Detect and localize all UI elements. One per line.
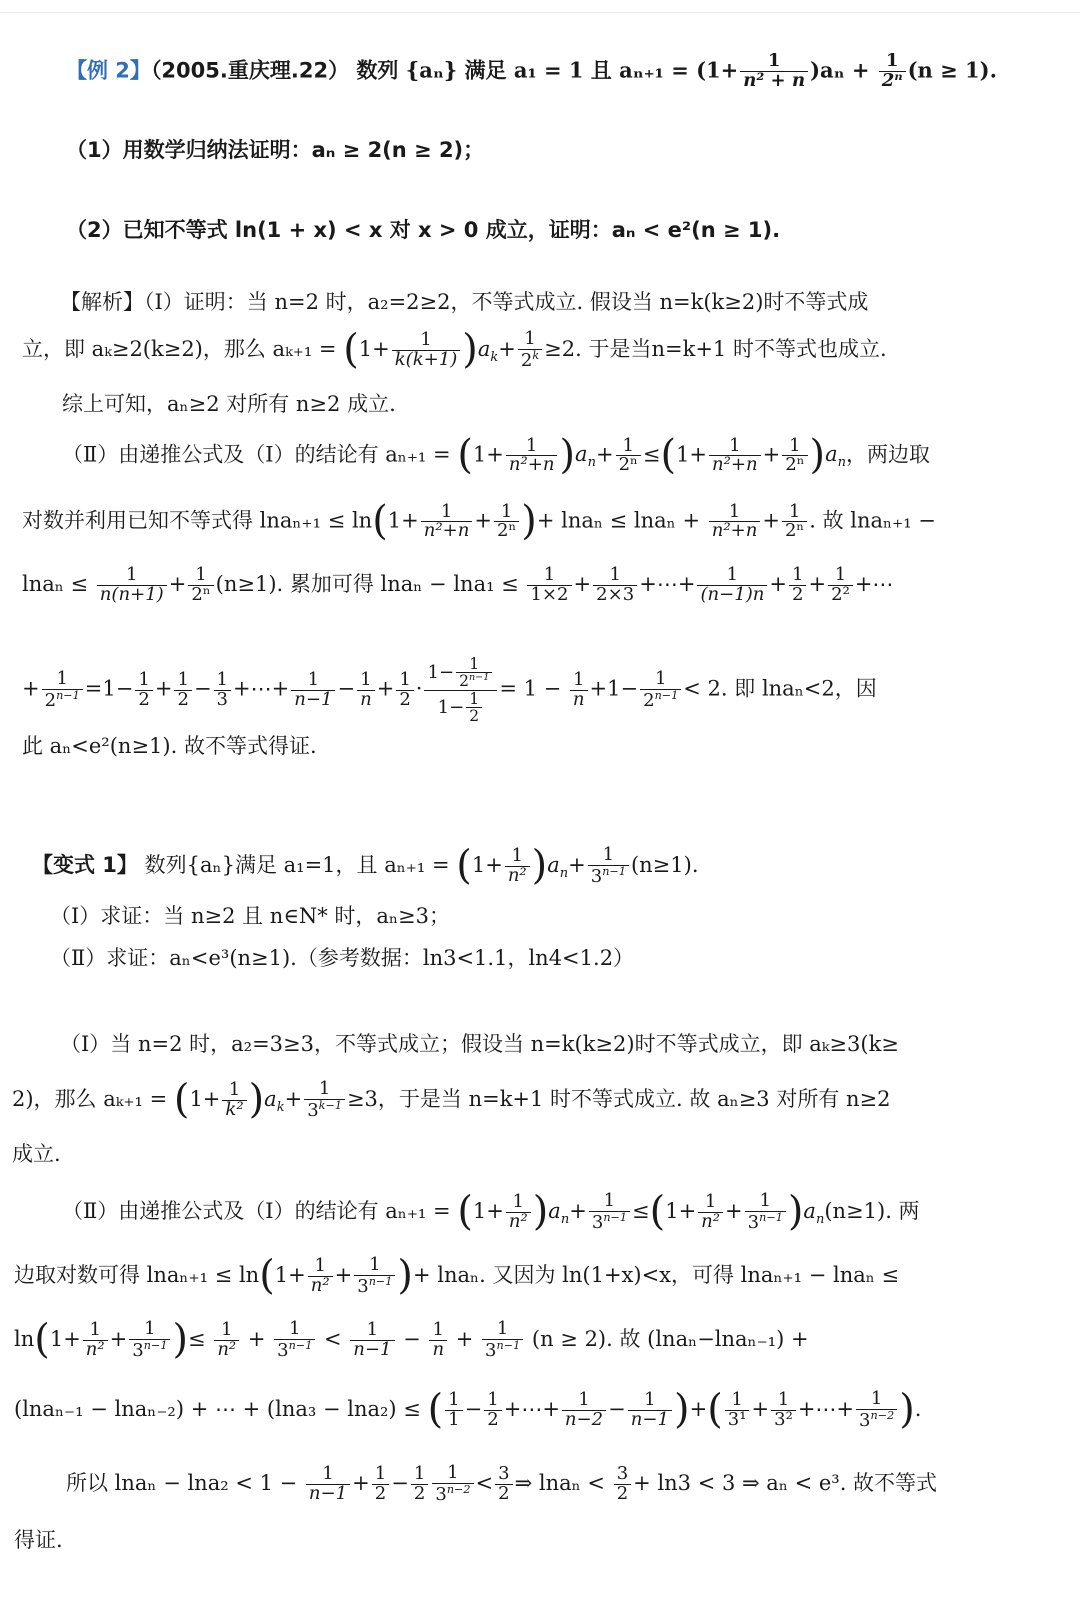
frac-1-over-kk1: $\frac{1}{k(k+1)}$: [392, 331, 461, 370]
frac-1-over-2n: $\frac{1}{\text{2ⁿ}}$: [879, 52, 906, 91]
top-divider: [0, 0, 1080, 13]
variant-solution-line-7-a: (lnaₙ₋₁ − lnaₙ₋₂) + ⋯ + (lna₃ − lna₂) ≤: [14, 1396, 428, 1421]
variant-solution-line-2-b: ≥3，于是当 n=k+1 时不等式成立. 故 aₙ≥3 对所有 n≥2: [346, 1086, 891, 1111]
solution-line-7-b: = 1 −: [499, 676, 568, 701]
solution-line-7: + $\frac{1}{2^{n-1}}$ =1− $\frac{1}{2}$ + $\frac{1}{2}$ − $\frac{1}{3}$ +⋯+ $\frac{1}{n-1}$ − $\frac{1}{n}$ + $\frac{1}{2}$ · 1− $\frac{1}{2^{n-1}}$ 1− $\frac{1}{2}$ = 1 − $\frac{1}{n}$ +1− $\frac{1}{2^{n-1}}$ < 2. 即 lnaₙ<2，因: [22, 655, 877, 726]
variant-solution-line-1: （Ⅰ）当 n=2 时，a₂=3≥3，不等式成立；假设当 n=k(k≥2)时不等式成立，即 aₖ≥3(k≥: [60, 1032, 899, 1056]
variant-solution-line-2-a: 2)，那么 aₖ₊₁ =: [12, 1086, 174, 1111]
variant-solution-line-8: 所以 lnaₙ − lna₂ < 1 − $\frac{1}{n-1}$ + $\frac{1}{2}$ − $\frac{1}{2}$ $\frac{1}{3^{n-2}}$ < $\frac{3}{2}$ ⇒ lnaₙ < $\frac{3}{2}$ + ln3 < 3 ⇒ aₙ < e³. 故不等式: [66, 1462, 938, 1505]
variant1-cond: (n≥1).: [630, 852, 699, 877]
variant-solution-line-6-b: (n ≥ 2). 故 (lnaₙ−lnaₙ₋₁) +: [531, 1326, 809, 1351]
frac-1-over-2k: $\frac{1}{2^k}$: [518, 330, 542, 371]
solution-line-2-b: ≥2. 于是当n=k+1 时不等式也成立.: [544, 336, 887, 361]
solution-line-4: （Ⅱ）由递推公式及（Ⅰ）的结论有 aₙ₊₁ = (1+ $\frac{1}{\text{n²+n}}$ )$a_n+$ $\frac{1}{\text{2ⁿ}}$ ≤(1+ $\frac{1}{\text{n²+n}}$ + $\frac{1}{\text{2ⁿ}}$ )$a_n$，两边取: [62, 432, 931, 478]
variant1-tag: 【变式 1】: [32, 852, 138, 877]
example2-cond: (n ≥ 1).: [907, 57, 997, 83]
variant-solution-line-3: 成立.: [12, 1142, 61, 1166]
variant-solution-line-5-b: + lnaₙ. 又因为 ln(1+x)<x，可得 lnaₙ₊₁ − lnaₙ ≤: [413, 1262, 900, 1287]
solution-line-4-a: （Ⅱ）由递推公式及（Ⅰ）的结论有 aₙ₊₁ =: [62, 442, 458, 467]
variant-solution-line-5-a: 边取对数可得 lnaₙ₊₁ ≤ ln: [14, 1262, 260, 1287]
variant-solution-line-4-a: （Ⅱ）由递推公式及（Ⅰ）的结论有 aₙ₊₁ =: [62, 1198, 458, 1223]
variant-solution-line-7: (lnaₙ₋₁ − lnaₙ₋₂) + ⋯ + (lna₃ − lna₂) ≤ ( $\frac{1}{1}$ − $\frac{1}{2}$ +⋯+ $\frac{1}{n-2}$ − $\frac{1}{n-1}$ )+( $\frac{1}{\text{3¹}}$ + $\frac{1}{\text{3²}}$ +⋯+ $\frac{1}{3^{n-2}}$ ).: [14, 1386, 922, 1433]
solution-line-6: lnaₙ ≤ $\frac{1}{n(n+1)}$ + $\frac{1}{\text{2ⁿ}}$ (n≥1). 累加可得 lnaₙ − lna₁ ≤ $\frac{1}{1\times 2}$ + $\frac{1}{2\times 3}$ +⋯+ $\frac{1}{(n-1)n}$ + $\frac{1}{2}$ + $\frac{1}{\text{2²}}$ +⋯: [22, 564, 894, 605]
variant-solution-line-4: （Ⅱ）由递推公式及（Ⅰ）的结论有 aₙ₊₁ = (1+ $\frac{1}{\text{n²}}$ )$a_n+$ $\frac{1}{3^{n-1}}$ ≤(1+ $\frac{1}{\text{n²}}$ + $\frac{1}{3^{n-1}}$ )$a_n(n\ge 1)$. 两: [62, 1188, 920, 1235]
variant-solution-line-2: 2)，那么 aₖ₊₁ = (1+ $\frac{1}{\text{k²}}$ )$a_k+$ $\frac{1}{3^{k-1}}$ ≥3，于是当 n=k+1 时不等式成立. 故 aₙ≥3 对所有 n≥2: [12, 1076, 891, 1123]
variant1-question-1: （Ⅰ）求证：当 n≥2 且 n∈N* 时，aₙ≥3；: [50, 904, 450, 928]
variant-solution-line-8-c: + ln3 < 3 ⇒ aₙ < e³. 故不等式: [633, 1470, 938, 1495]
variant-solution-line-8-a: 所以 lnaₙ − lna₂ < 1 −: [66, 1470, 304, 1495]
example2-stem-line: [66, 52, 997, 91]
solution-line-8: 此 aₙ<e²(n≥1). 故不等式得证.: [22, 734, 317, 758]
solution-line-2-a: 立，即 aₖ≥2(k≥2)，那么 aₖ₊₁ =: [22, 336, 344, 361]
solution-line-4-b: ，两边取: [846, 442, 931, 467]
solution-line-7-c: < 2. 即 lnaₙ<2，因: [683, 676, 877, 701]
geometric-sum-fraction: 1− $\frac{1}{2^{n-1}}$ 1− $\frac{1}{2}$: [424, 656, 497, 724]
variant-solution-line-6: ln(1+ $\frac{1}{\text{n²}}$ + $\frac{1}{3^{n-1}}$ )≤ $\frac{1}{\text{n²}}$ + $\frac{1}{3^{n-1}}$ < $\frac{1}{n-1}$ − $\frac{1}{n}$ + $\frac{1}{3^{n-1}}$ (n ≥ 2). 故 (lnaₙ−lnaₙ₋₁) +: [14, 1316, 809, 1363]
variant-solution-line-9: 得证.: [14, 1528, 63, 1552]
example2-stem: 数列 {aₙ} 满足 a₁ = 1 且 aₙ₊₁ = (1+: [356, 57, 739, 83]
solution-line-5: 对数并利用已知不等式得 lnaₙ₊₁ ≤ ln(1+ $\frac{1}{\text{n²+n}}$ + $\frac{1}{\text{2ⁿ}}$ )+ lnaₙ ≤ lnaₙ + $\frac{1}{\text{n²+n}}$ + $\frac{1}{\text{2ⁿ}}$ . 故 lnaₙ₊₁ −: [22, 498, 936, 544]
solution-line-6-a: lnaₙ ≤: [22, 571, 95, 596]
variant-solution-line-8-b: ⇒ lnaₙ <: [514, 1470, 612, 1495]
solution-line-5-c: . 故 lnaₙ₊₁ −: [809, 508, 936, 533]
example2-stem-end: )aₙ +: [810, 57, 877, 83]
solution-line-1: 【解析】（Ⅰ）证明：当 n=2 时，a₂=2≥2，不等式成立. 假设当 n=k(k≥2)时不等式成: [60, 290, 869, 314]
solution-line-5-b: + lnaₙ ≤ lnaₙ +: [536, 508, 707, 533]
variant1-question-2: （Ⅱ）求证：aₙ<e³(n≥1).（参考数据：ln3<1.1，ln4<1.2）: [50, 946, 635, 970]
example2-tag: 【例 2】: [66, 58, 151, 83]
variant1-stem: 数列{aₙ}满足 a₁=1，且 aₙ₊₁ =: [144, 852, 457, 877]
solution-line-3: 综上可知，aₙ≥2 对所有 n≥2 成立.: [62, 392, 396, 416]
solution-line-6-b: (n≥1). 累加可得 lnaₙ − lna₁ ≤: [215, 571, 526, 596]
example2-question-2: （2）已知不等式 ln(1 + x) < x 对 x > 0 成立，证明：aₙ < e²(n ≥ 1).: [66, 218, 781, 242]
frac-1-over-n2-plus-n: $\frac{1}{\text{n² + n}}$: [740, 52, 808, 91]
variant-solution-line-4-b: (n≥1). 两: [824, 1198, 920, 1223]
variant-solution-line-5: 边取对数可得 lnaₙ₊₁ ≤ ln(1+ $\frac{1}{\text{n²}}$ + $\frac{1}{3^{n-1}}$ )+ lnaₙ. 又因为 ln(1+x)<x，可得 lnaₙ₊₁ − lnaₙ ≤: [14, 1252, 900, 1299]
example2-source: （2005.重庆理.22）: [150, 58, 350, 83]
variant1-stem-line: 【变式 1】 数列{aₙ}满足 a₁=1，且 aₙ₊₁ = (1+ $\frac{1}{\text{n²}}$ )$a_n+$ $\frac{1}{3^{n-1}}$ (n≥1).: [32, 842, 699, 889]
solution-line-2: 立，即 aₖ≥2(k≥2)，那么 aₖ₊₁ = (1+ $\frac{1}{k(k+1)}$ )$a_k+$ $\frac{1}{2^k}$ ≥2. 于是当n=k+1 时不等式也成立.: [22, 326, 887, 373]
solution-line-5-a: 对数并利用已知不等式得 lnaₙ₊₁ ≤ ln: [22, 508, 373, 533]
example2-question-1: （1）用数学归纳法证明：aₙ ≥ 2(n ≥ 2)；: [66, 138, 485, 162]
